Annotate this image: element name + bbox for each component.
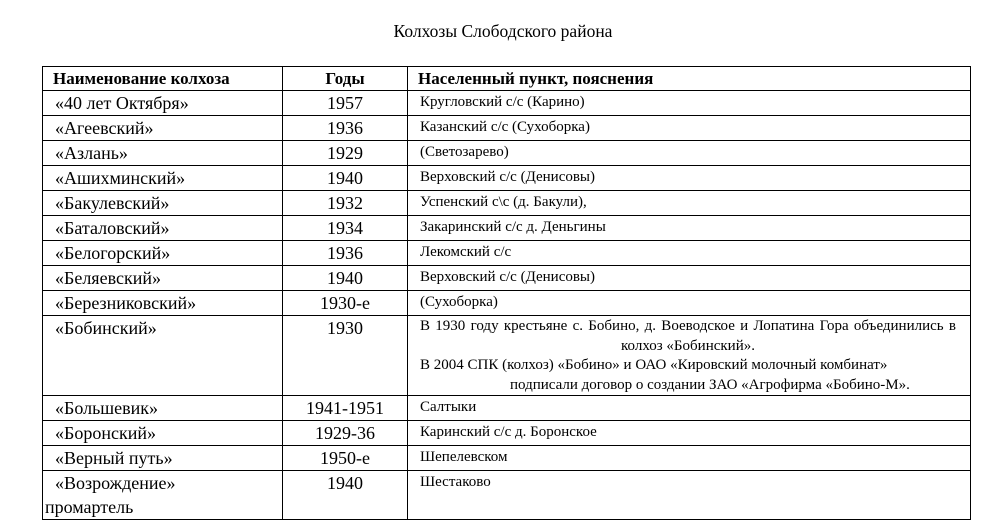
kolkhoz-name: «Беляевский» [43, 266, 283, 291]
kolkhoz-name-sub: промартель [45, 497, 134, 517]
kolkhoz-year: 1930-е [283, 291, 408, 316]
table-row [43, 471, 971, 520]
table-row [43, 191, 971, 216]
place-paragraph-history: В 1930 году крестьяне с. Бобино, д. Воеводское и Лопатина Гора объединились в колхоз «Бобинский». [420, 318, 956, 354]
table-row [43, 291, 971, 316]
table-row [43, 316, 971, 396]
kolkhoz-place: Казанский с/с (Сухоборка) [408, 116, 971, 141]
table-row [43, 241, 971, 266]
kolkhoz-name: «Боронский» [43, 421, 283, 446]
kolkhoz-year: 1932 [283, 191, 408, 216]
kolkhoz-place: Кругловский с/с (Карино) [408, 91, 971, 116]
kolkhoz-table [42, 66, 971, 520]
kolkhoz-place: Салтыки [408, 396, 971, 421]
kolkhoz-name: «40 лет Октября» [43, 91, 283, 116]
table-row [43, 91, 971, 116]
kolkhoz-name: «Березниковский» [43, 291, 283, 316]
kolkhoz-year: 1940 [283, 166, 408, 191]
table-row [43, 116, 971, 141]
document-title: Колхозы Слободского района [393, 21, 613, 41]
kolkhoz-name-main: «Возрождение» [55, 473, 176, 493]
kolkhoz-name: «Верный путь» [43, 446, 283, 471]
kolkhoz-year: 1941-1951 [283, 396, 408, 421]
kolkhoz-name: «Большевик» [43, 396, 283, 421]
kolkhoz-place: Верховский с/с (Денисовы) [408, 166, 971, 191]
kolkhoz-year: 1957 [283, 91, 408, 116]
header-years: Годы [283, 67, 408, 91]
kolkhoz-name: «Бакулевский» [43, 191, 283, 216]
kolkhoz-name: «Бобинский» [43, 316, 283, 396]
kolkhoz-year: 1940 [283, 266, 408, 291]
kolkhoz-name: «Агеевский» [43, 116, 283, 141]
table-row [43, 421, 971, 446]
table-row [43, 396, 971, 421]
kolkhoz-place: Закаринский с/с д. Деньгины [408, 216, 971, 241]
kolkhoz-year: 1934 [283, 216, 408, 241]
kolkhoz-place: Шепелевском [408, 446, 971, 471]
kolkhoz-year: 1929 [283, 141, 408, 166]
kolkhoz-name: «Баталовский» [43, 216, 283, 241]
kolkhoz-year: 1929-36 [283, 421, 408, 446]
kolkhoz-year: 1936 [283, 116, 408, 141]
kolkhoz-year: 1936 [283, 241, 408, 266]
kolkhoz-year: 1940 [283, 471, 408, 520]
kolkhoz-name [43, 471, 283, 520]
header-name: Наименование колхоза [43, 67, 283, 91]
place-paragraph-agreement: подписали договор о создании ЗАО «Агрофирма «Бобино-М». [510, 376, 910, 393]
kolkhoz-name: «Азлань» [43, 141, 283, 166]
kolkhoz-name: «Белогорский» [43, 241, 283, 266]
table-row [43, 446, 971, 471]
kolkhoz-place: (Сухоборка) [408, 291, 971, 316]
table-row [43, 266, 971, 291]
table-row [43, 216, 971, 241]
kolkhoz-place: Каринский с/с д. Боронское [408, 421, 971, 446]
table-row [43, 166, 971, 191]
kolkhoz-name: «Ашихминский» [43, 166, 283, 191]
kolkhoz-place: Успенский с\с (д. Бакули), [408, 191, 971, 216]
kolkhoz-place: Шестаково [408, 471, 971, 520]
place-paragraph-2004: В 2004 СПК (колхоз) «Бобино» и ОАО «Кировский молочный комбинат» [420, 357, 888, 373]
header-place: Населенный пункт, пояснения [408, 67, 971, 91]
table-header-row [43, 67, 971, 91]
kolkhoz-year: 1930 [283, 316, 408, 396]
kolkhoz-place [408, 316, 971, 396]
kolkhoz-place: Лекомский с/с [408, 241, 971, 266]
table-row [43, 141, 971, 166]
kolkhoz-place: Верховский с/с (Денисовы) [408, 266, 971, 291]
kolkhoz-year: 1950-е [283, 446, 408, 471]
kolkhoz-place: (Светозарево) [408, 141, 971, 166]
